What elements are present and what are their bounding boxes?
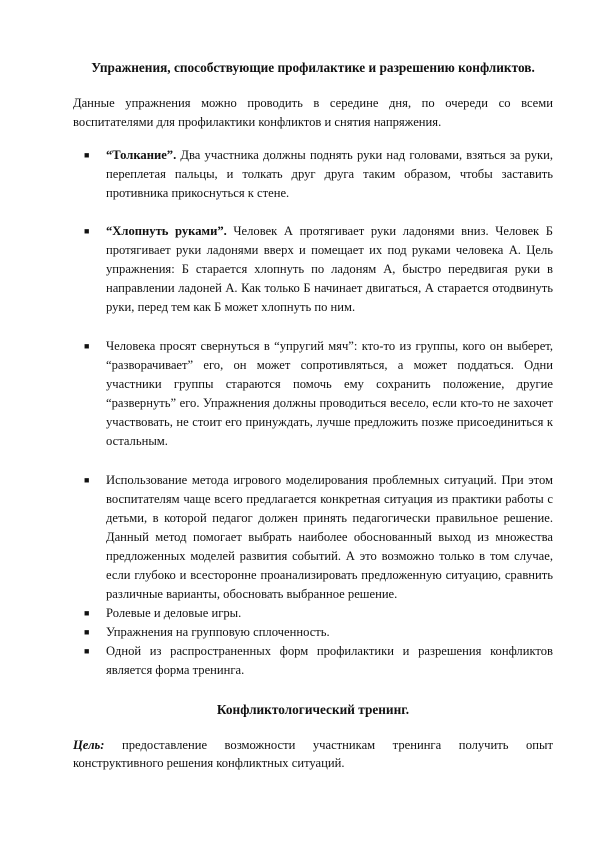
bullet-icon: ■ [84,340,90,351]
list-item [73,604,553,623]
list-item [73,146,553,203]
item-lead: “Хлопнуть руками”. [106,223,227,238]
goal-label: Цель: [73,737,105,752]
intro-paragraph: Данные упражнения можно проводить в середине дня, по очереди со всеми воспитателями для профилактики конфликтов и снятия напряжения. [73,96,553,129]
item-text: Одной из распространенных форм профилактики и разрешения конфликтов является форма тренинга. [106,643,553,677]
list-item [73,642,553,680]
list-item [73,222,553,317]
item-text: Ролевые и деловые игры. [106,605,242,620]
bullet-icon: ■ [84,474,90,485]
bullet-icon: ■ [84,225,90,236]
section-title: Конфликтологический тренинг. [216,701,410,717]
item-lead: “Толкание”. [106,147,177,162]
list-item [73,471,553,604]
item-text: Упражнения на групповую сплоченность. [106,624,330,639]
bullet-icon: ■ [84,149,90,160]
item-text: Использование метода игрового моделирования проблемных ситуаций. При этом воспитателям чаще всего предлагается конкретная ситуация из практики работы с детьми, в которой педагог должен принять педагогически правильное решение. Данный метод помогает выбрать наиболее обоснованный выход из множества предложенных моделей развития событий. А это возможно только в том случае, если глубоко и всесторонне проанализировать предложенную ситуацию, сравнить различные варианты, обосновать выбранное решение. [106,472,553,601]
list-item [73,337,553,451]
bullet-icon: ■ [84,645,90,656]
item-text: Человека просят свернуться в “упругий мяч”: кто-то из группы, кого он выберет, “разворачивает” его, он может сопротивляться, а может поддаться. Одни участники группы стараются помочь ему сохранить положение, другие “развернуть” его. Упражнения должны проводиться весело, если кто-то не захочет участвовать, не стоит его принуждать, лучше предложить позже присоединиться к остальным. [106,338,553,448]
list-item [73,623,553,642]
goal-paragraph [73,736,553,774]
bullet-icon: ■ [84,607,90,618]
document-title: Упражнения, способствующие профилактике и разрешению конфликтов. [91,60,535,75]
document-page [73,58,553,786]
item-text: Два участника должны поднять руки над головами, взяться за руки, переплетая пальцы, и толкать друг друга таким образом, чтобы заставить противника прикоснуться к стене. [106,147,553,200]
exercise-list [73,146,553,680]
item-text: Человек А протягивает руки ладонями вниз. Человек Б протягивает руки ладонями вверх и помещает их под руками человека А. Цель упражнения: Б старается хлопнуть по ладоням А, быстро передвигая руки в направлении ладоней А. Как только Б начинает двигаться, А старается отодвинуть руки, перед тем как Б может хлопнуть по ним. [106,223,553,314]
goal-text: предоставление возможности участникам тренинга получить опыт конструктивного решения конфликтных ситуаций. [73,737,553,771]
bullet-icon: ■ [84,626,90,637]
